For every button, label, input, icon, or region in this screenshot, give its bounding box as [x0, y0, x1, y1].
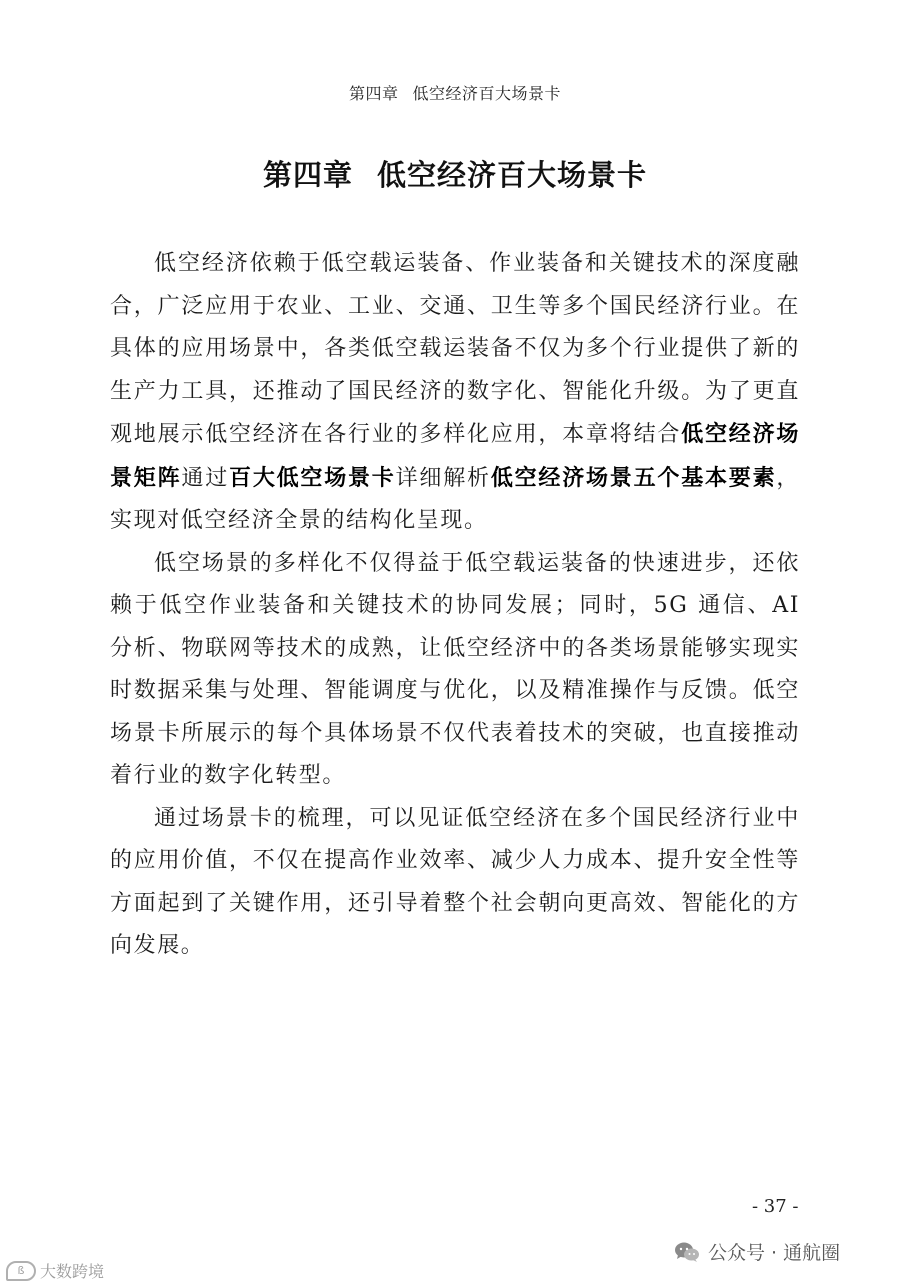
paragraph-2-seg-1: 低空场景的多样化不仅得益于低空载运装备的快速进步，还依赖于低空作业装备和关键技术的协同发展；同时，5G 通信、AI 分析、物联网等技术的成熟，让低空经济中的各类场景能够实现实时数据采集与处理、智能调度与优化，以及精准操作与反馈。低空场景卡所展示的每个具体场景不仅代表着技术的突破，也直接推动着行业的数字化转型。: [110, 550, 800, 788]
paragraph-1-seg-7: ，实现对低空经济全景的结构化呈现。: [110, 465, 801, 533]
paragraph-1: [110, 243, 800, 543]
wechat-icon: [674, 1241, 700, 1263]
watermark-left-text: 大数跨境: [40, 1262, 105, 1281]
paragraph-3-seg-1: 通过场景卡的梳理，可以见证低空经济在多个国民经济行业中的应用价值，不仅在提高作业效率、减少人力成本、提升安全性等方面起到了关键作用，还引导着整个社会朝向更高效、智能化的方向发展。: [110, 805, 800, 958]
paragraph-1-seg-5: 详细解析: [395, 465, 491, 491]
running-header-chapter: 第四章: [348, 84, 399, 103]
chapter-title: [0, 153, 910, 194]
paragraph-1-seg-6: 低空经济场景五个基本要素: [490, 464, 777, 491]
page-number: - 37 -: [752, 1196, 799, 1217]
paragraph-1-seg-4: 百大低空场景卡: [229, 464, 396, 491]
body-text: [110, 243, 800, 968]
watermark-right-text: 公众号 · 通航圈: [708, 1242, 841, 1264]
paragraph-2: [110, 543, 800, 798]
chapter-title-number: 第四章: [262, 158, 353, 192]
paragraph-1-seg-1: 低空经济依赖于低空载运装备、作业装备和关键技术的深度融合，广泛应用于农业、工业、交通、卫生等多个国民经济行业。在具体的应用场景中，各类低空载运装备不仅为多个行业提供了新的生产力工具，还推动了国民经济的数字化、智能化升级。为了更直观地展示低空经济在各行业的多样化应用，本章将结合: [110, 251, 800, 447]
brand-logo-icon: ß: [6, 1261, 36, 1281]
paragraph-1-seg-2: 低空经济场景矩阵: [110, 421, 800, 491]
paragraph-1-seg-3: 通过: [181, 465, 230, 491]
chapter-title-text: 低空经济百大场景卡: [377, 158, 648, 192]
running-header-title: 低空经济百大场景卡: [412, 84, 562, 103]
watermark-left: [6, 1259, 104, 1282]
watermark-right: [674, 1238, 840, 1265]
paragraph-3: [110, 798, 800, 968]
running-header: [0, 81, 910, 104]
